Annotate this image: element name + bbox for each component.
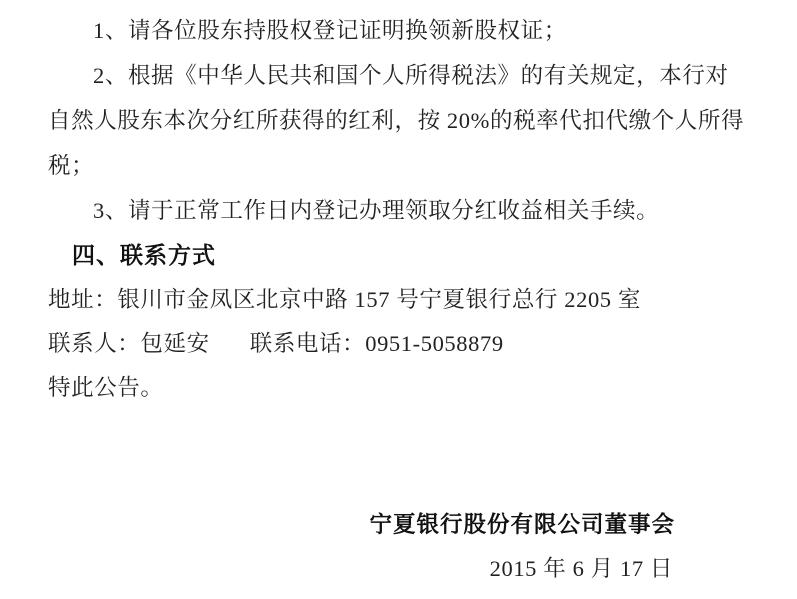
notice-item-1: 1、请各位股东持股权登记证明换领新股权证；: [93, 18, 567, 43]
contact-address-value: 银川市金凤区北京中路 157 号宁夏银行总行 2205 室: [117, 287, 641, 312]
contact-address-line: [48, 278, 749, 322]
signature-organization: 宁夏银行股份有限公司董事会: [369, 512, 675, 537]
signature-block: [0, 503, 749, 591]
closing-statement: 特此公告。: [48, 375, 164, 400]
contact-phone-label: 联系电话：: [249, 331, 366, 356]
top-spacer: [48, 0, 749, 8]
contact-person-phone-line: [48, 322, 749, 366]
contact-address-label: 地址：: [48, 287, 118, 312]
notice-item-2: 2、根据《中华人民共和国个人所得税法》的有关规定，本行对自然人股东本次分红所获得的红利，按 20%的税率代扣代缴个人所得税；: [48, 63, 745, 178]
contact-phone-value: 0951-5058879: [365, 331, 504, 356]
notice-item-3: 3、请于正常工作日内登记办理领取分红收益相关手续。: [93, 198, 660, 223]
signature-date: 2015 年 6 月 17 日: [489, 556, 673, 581]
contact-person-value: 包延安: [140, 331, 210, 356]
contact-person-label: 联系人：: [48, 331, 141, 356]
section-heading-contact: 四、联系方式: [72, 243, 216, 268]
